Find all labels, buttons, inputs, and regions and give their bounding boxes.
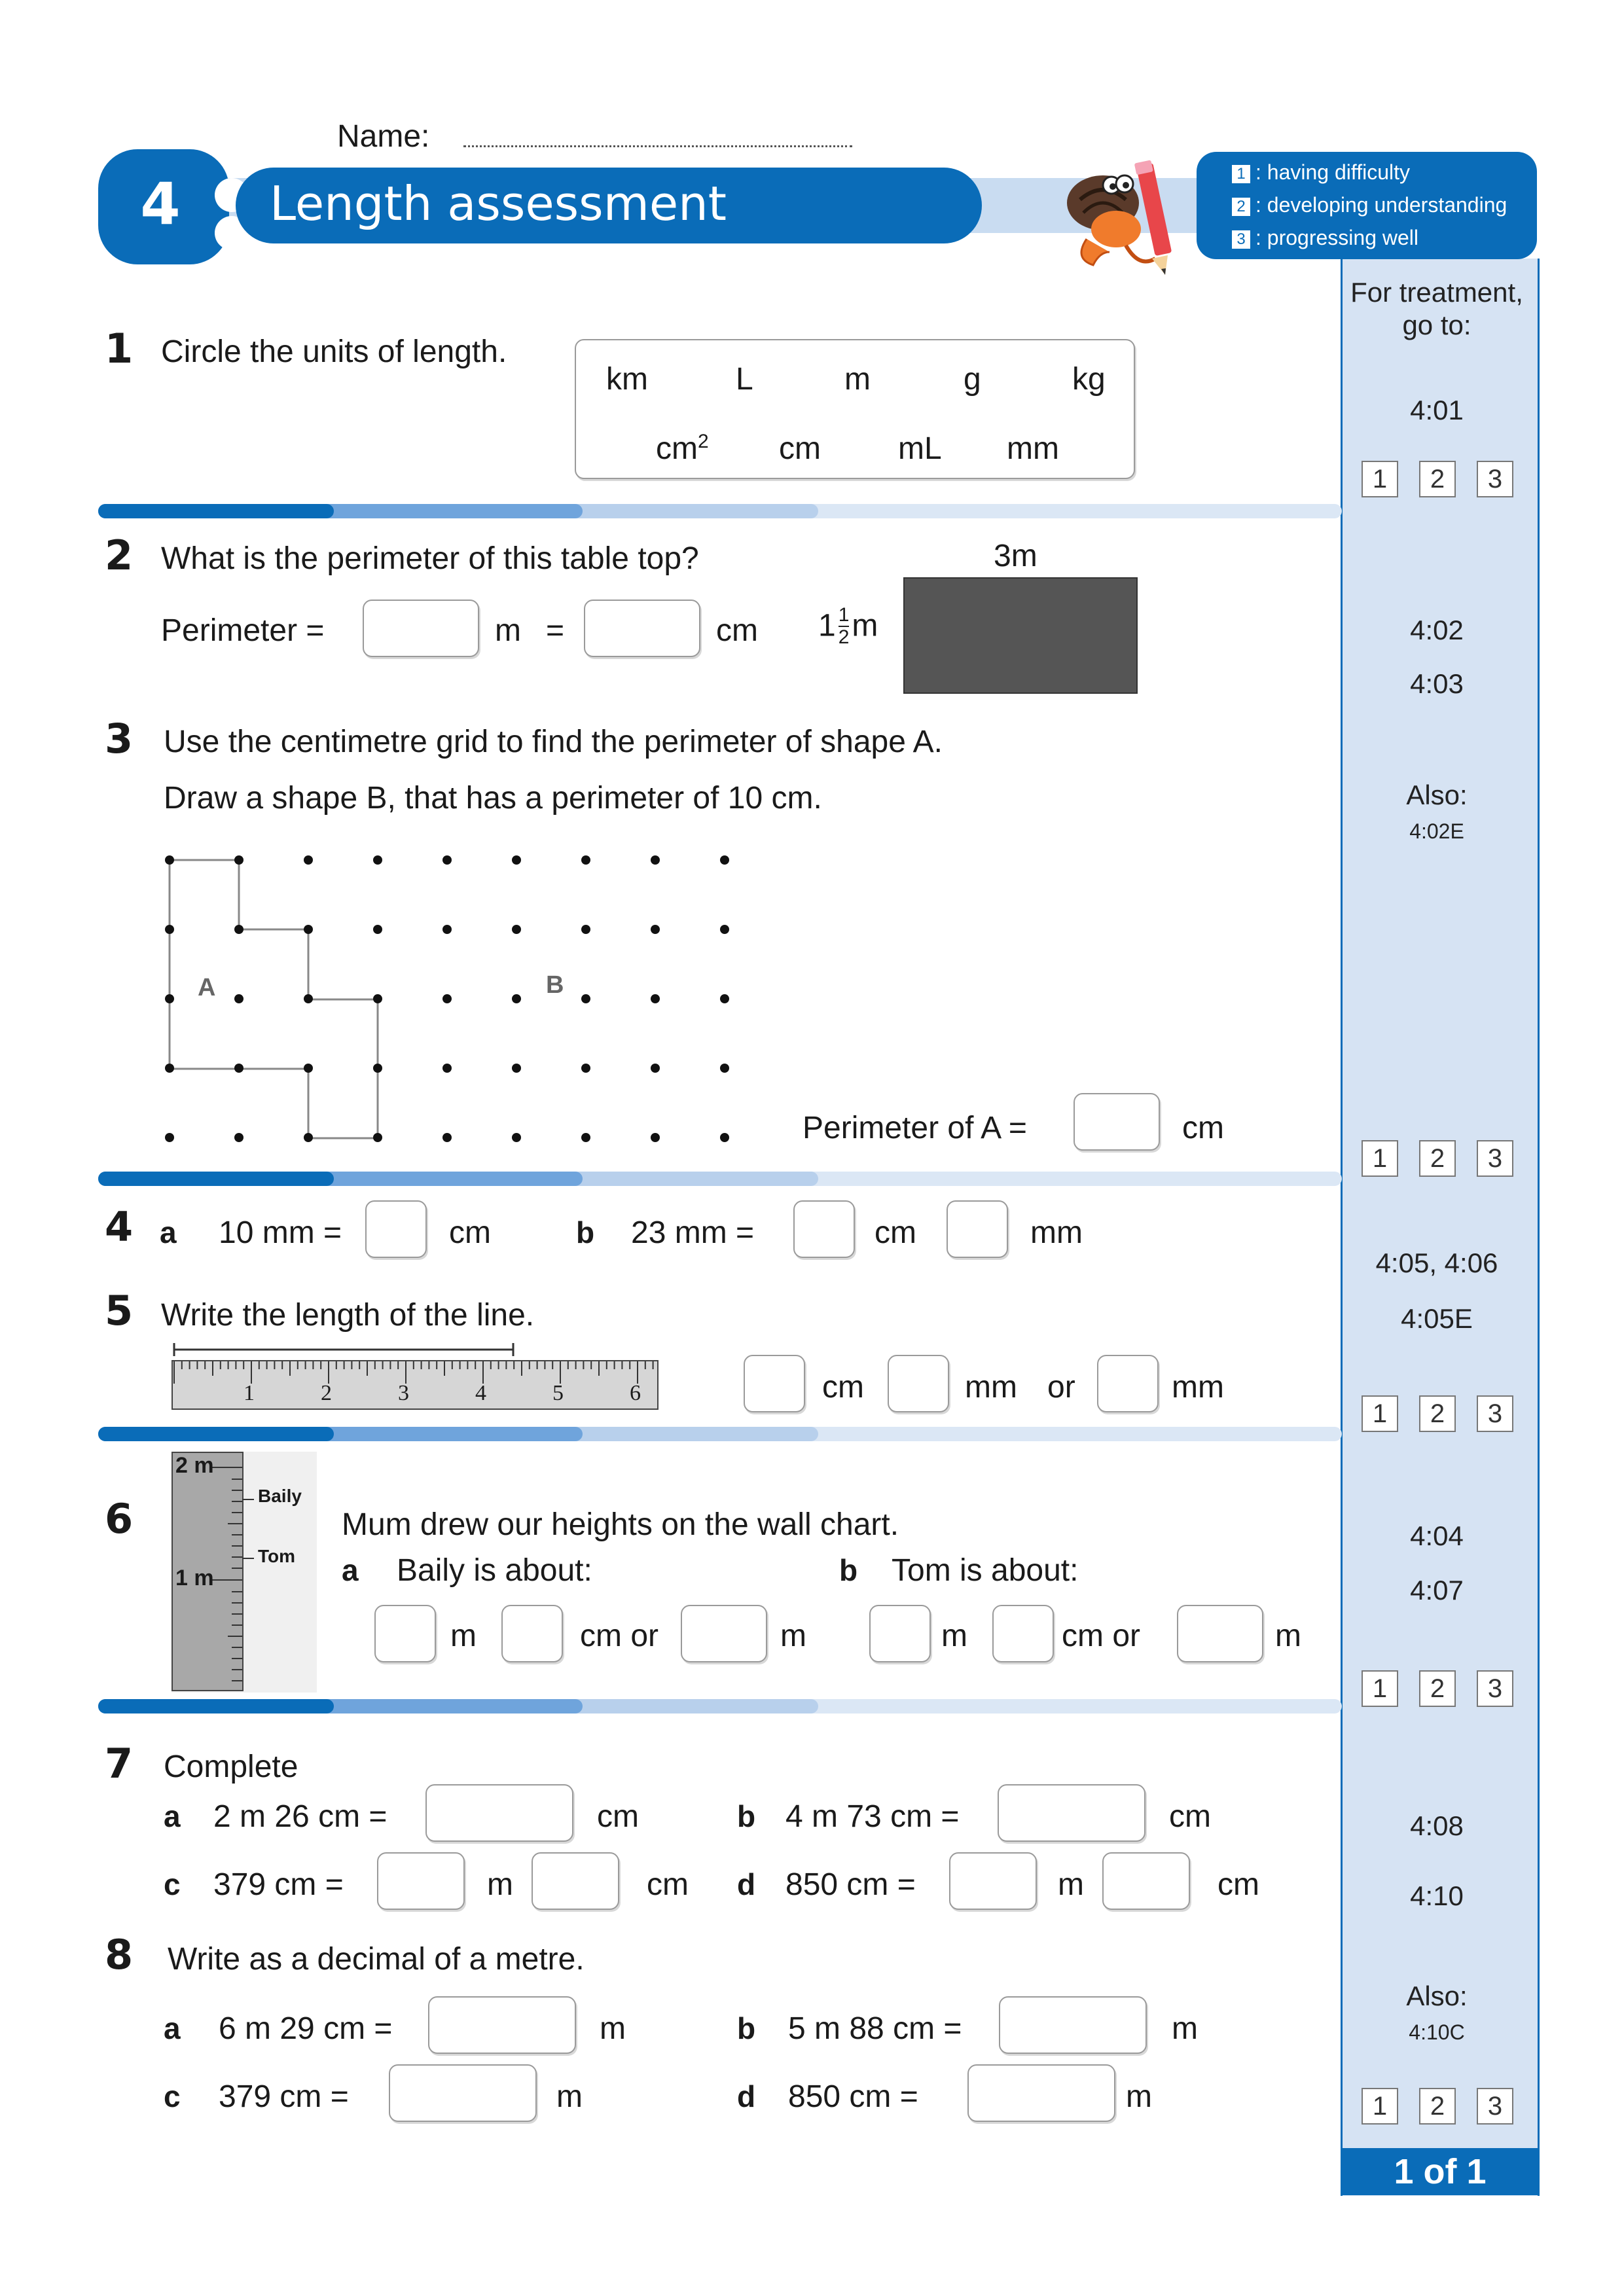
or-text: or: [1047, 1370, 1075, 1405]
question-number: 1: [105, 325, 134, 372]
grid-dot: [165, 1064, 174, 1073]
question-number: 5: [105, 1287, 134, 1335]
sidebar-code: 4:04: [1410, 1520, 1464, 1551]
grid-dot: [512, 925, 521, 934]
unit-text: cm: [597, 1799, 639, 1834]
section-divider: [98, 1172, 1342, 1186]
grid-dot: [581, 994, 590, 1003]
question-number: 6: [105, 1495, 134, 1543]
grid-dot: [234, 925, 244, 934]
ruler-number: 4: [475, 1381, 486, 1405]
sidebar-code: 4:05E: [1401, 1303, 1473, 1334]
unit-option[interactable]: mm: [1007, 431, 1059, 466]
grid-dot: [304, 925, 313, 934]
chart-2m-label: 2 m: [175, 1453, 214, 1478]
unit-text: cm: [822, 1370, 864, 1405]
question-prompt: Mum drew our heights on the wall chart.: [342, 1507, 899, 1542]
question-prompt: Draw a shape B, that has a perimeter of 10 cm.: [164, 781, 822, 816]
rating-box-2[interactable]: 2: [1419, 1140, 1456, 1177]
rating-box-1[interactable]: 1: [1362, 2088, 1398, 2125]
question-number: 7: [105, 1740, 134, 1787]
part-label: a: [342, 1553, 359, 1587]
page-title: Length assessment: [270, 176, 727, 231]
part-label: a: [164, 2011, 181, 2045]
question-prompt: Circle the units of length.: [161, 334, 507, 369]
question-text: 850 cm =: [788, 2079, 918, 2114]
part-label: b: [737, 2011, 756, 2045]
page-counter: 1 of 1: [1341, 2148, 1540, 2195]
part-label: a: [160, 1215, 177, 1249]
unit-option[interactable]: g: [964, 362, 981, 397]
part-label: b: [839, 1553, 858, 1587]
grid-dot: [442, 855, 452, 865]
grid-dot: [651, 994, 660, 1003]
chart-1m-label: 1 m: [175, 1566, 214, 1590]
rating-key-item: 2 : developing understanding: [1232, 193, 1507, 217]
grid-dot: [651, 1133, 660, 1142]
grid-dot: [373, 1133, 382, 1142]
grid-dot: [651, 1064, 660, 1073]
unit-option[interactable]: $cm^2$: [656, 431, 709, 466]
sidebar-code: 4:08: [1410, 1810, 1464, 1841]
grid-dot: [512, 1064, 521, 1073]
rating-box-1[interactable]: 1: [1362, 1395, 1398, 1432]
table-height-label: 1 $\frac{1}{2}$ m: [818, 604, 878, 648]
question-number: 3: [105, 715, 134, 762]
answer-box[interactable]: [363, 600, 479, 657]
answer-box[interactable]: [992, 1605, 1054, 1662]
grid-dot: [165, 925, 174, 934]
grid-dot: [234, 855, 244, 865]
part-label: d: [737, 2079, 756, 2113]
question-text: 23 mm =: [631, 1215, 755, 1250]
grid-dot: [442, 1064, 452, 1073]
sidebar-also: Also:: [1406, 780, 1468, 810]
unit-text: cm: [449, 1215, 491, 1250]
rating-box-2[interactable]: 2: [1419, 461, 1456, 497]
unit-text: cm or: [1062, 1619, 1140, 1653]
grid-dot: [304, 1064, 313, 1073]
answer-box[interactable]: [949, 1852, 1037, 1910]
grid-dot: [581, 925, 590, 934]
unit-text: cm: [1169, 1799, 1211, 1834]
ruler-number: 3: [398, 1381, 409, 1405]
section-divider: [98, 504, 1342, 518]
question-text: 2 m 26 cm =: [213, 1799, 388, 1834]
shape-a-label: A: [198, 974, 216, 1001]
unit-text: cm: [716, 613, 758, 648]
unit-text: cm or: [580, 1619, 659, 1653]
unit-text: mm: [1030, 1215, 1083, 1250]
unit-text: cm: [1182, 1111, 1224, 1145]
grid-dot: [512, 994, 521, 1003]
question-text: 4 m 73 cm =: [785, 1799, 960, 1834]
question-prompt: Write as a decimal of a metre.: [168, 1942, 585, 1977]
sidebar-code: 4:10: [1410, 1880, 1464, 1911]
unit-text: m: [556, 2079, 583, 2114]
grid-dot: [512, 855, 521, 865]
table-top-rectangle: [903, 577, 1138, 694]
rating-box-3[interactable]: 3: [1477, 1670, 1513, 1707]
unit-option[interactable]: m: [844, 362, 871, 397]
grid-dot: [373, 1064, 382, 1073]
unit-text: m: [600, 2011, 626, 2046]
rating-box-1[interactable]: 1: [1362, 1670, 1398, 1707]
question-number: 4: [105, 1203, 134, 1251]
answer-box[interactable]: [377, 1852, 465, 1910]
answer-box[interactable]: [999, 1996, 1147, 2054]
unit-text: cm: [875, 1215, 916, 1250]
answer-box[interactable]: [428, 1996, 576, 2054]
grid-dot: [304, 1133, 313, 1142]
answer-box[interactable]: [947, 1200, 1008, 1258]
sidebar-code: 4:05, 4:06: [1375, 1247, 1498, 1278]
section-divider: [98, 1427, 1342, 1441]
grid-dot: [373, 994, 382, 1003]
grid-dot: [512, 1133, 521, 1142]
grid-dot: [165, 994, 174, 1003]
unit-text: m: [1172, 2011, 1198, 2046]
rating-box-2[interactable]: 2: [1419, 2088, 1456, 2125]
question-number: 8: [105, 1931, 134, 1979]
answer-box[interactable]: [998, 1784, 1146, 1842]
question-prompt: Write the length of the line.: [161, 1298, 535, 1333]
measured-line: [173, 1343, 514, 1356]
answer-box[interactable]: [888, 1355, 949, 1412]
grid-dot: [720, 1133, 729, 1142]
dot-grid[interactable]: [154, 847, 744, 1155]
question-prompt: Complete: [164, 1749, 298, 1784]
unit-text: m: [487, 1867, 513, 1902]
grid-dot: [304, 994, 313, 1003]
grid-dot: [720, 1064, 729, 1073]
question-text: 379 cm =: [219, 2079, 349, 2114]
unit-text: mm: [965, 1370, 1017, 1405]
name-field[interactable]: [463, 145, 852, 147]
unit-option[interactable]: L: [736, 362, 753, 397]
unit-option[interactable]: mL: [898, 431, 942, 466]
question-prompt: What is the perimeter of this table top?: [161, 541, 699, 576]
answer-box[interactable]: [967, 2064, 1115, 2122]
unit-option[interactable]: km: [606, 362, 648, 397]
unit-text: m: [1126, 2079, 1152, 2114]
grid-dot: [304, 855, 313, 865]
grid-dot: [581, 1064, 590, 1073]
grid-dot: [720, 855, 729, 865]
unit-text: m: [941, 1619, 967, 1653]
answer-box[interactable]: [1102, 1852, 1190, 1910]
part-label: b: [576, 1215, 595, 1249]
shape-b-label: B: [546, 971, 564, 999]
unit-text: m: [495, 613, 521, 648]
answer-box[interactable]: [584, 600, 700, 657]
grid-dot: [720, 925, 729, 934]
answer-box[interactable]: [389, 2064, 537, 2122]
answer-box[interactable]: [744, 1355, 805, 1412]
question-number: 2: [105, 531, 134, 579]
question-text: 10 mm =: [219, 1215, 342, 1250]
sidebar-code: 4:02: [1410, 615, 1464, 645]
answer-box[interactable]: [365, 1200, 427, 1258]
rating-box-3[interactable]: 3: [1477, 1140, 1513, 1177]
table-width-label: 3m: [994, 539, 1038, 573]
part-label: c: [164, 1867, 181, 1901]
grid-dot: [234, 1064, 244, 1073]
unit-text: m: [450, 1619, 477, 1653]
ruler-number: 1: [244, 1381, 255, 1405]
part-label: b: [737, 1799, 756, 1833]
answer-box[interactable]: [681, 1605, 767, 1662]
question-text: 850 cm =: [785, 1867, 916, 1902]
perimeter-a-label: Perimeter of A =: [803, 1111, 1027, 1145]
ruler-number: 2: [321, 1381, 332, 1405]
answer-box[interactable]: [532, 1852, 619, 1910]
grid-dot: [442, 994, 452, 1003]
sidebar-code: 4:02E: [1409, 819, 1464, 843]
question-text: Baily is about:: [397, 1553, 592, 1588]
grid-dot: [581, 855, 590, 865]
tom-label: Tom: [258, 1546, 296, 1566]
unit-option[interactable]: kg: [1072, 362, 1106, 397]
baily-marker: [242, 1499, 254, 1500]
unit-text: m: [1275, 1619, 1301, 1653]
rating-box-3[interactable]: 3: [1477, 461, 1513, 497]
rating-key-item: 3 : progressing well: [1232, 226, 1418, 250]
part-label: d: [737, 1867, 756, 1901]
answer-box[interactable]: [425, 1784, 573, 1842]
grid-dot: [581, 1133, 590, 1142]
question-text: 379 cm =: [213, 1867, 344, 1902]
unit-text: cm: [647, 1867, 689, 1902]
unit-text: cm: [1218, 1867, 1259, 1902]
grid-dot: [720, 994, 729, 1003]
answer-box[interactable]: [1097, 1355, 1159, 1412]
grid-dot: [234, 994, 244, 1003]
unit-number: 4: [140, 170, 181, 238]
part-label: a: [164, 1799, 181, 1833]
grid-dot: [651, 925, 660, 934]
section-divider: [98, 1699, 1342, 1713]
answer-box[interactable]: [1177, 1605, 1263, 1662]
rating-box-3[interactable]: 3: [1477, 1395, 1513, 1432]
question-text: Tom is about:: [892, 1553, 1079, 1588]
sidebar-code: 4:01: [1410, 395, 1464, 425]
sidebar-code: 4:07: [1410, 1575, 1464, 1605]
question-text: 6 m 29 cm =: [219, 2011, 393, 2046]
sidebar-code: 4:03: [1410, 668, 1464, 699]
rating-box-1[interactable]: 1: [1362, 461, 1398, 497]
treatment-label: For treatment, go to:: [1350, 277, 1523, 341]
grid-dot: [651, 855, 660, 865]
question-text: 5 m 88 cm =: [788, 2011, 962, 2046]
rating-box-3[interactable]: 3: [1477, 2088, 1513, 2125]
part-label: c: [164, 2079, 181, 2113]
perimeter-label: Perimeter =: [161, 613, 325, 648]
rating-box-2[interactable]: 2: [1419, 1670, 1456, 1707]
grid-dot: [442, 925, 452, 934]
ruler-number: 5: [552, 1381, 564, 1405]
grid-dot: [234, 1133, 244, 1142]
rating-box-1[interactable]: 1: [1362, 1140, 1398, 1177]
answer-box[interactable]: [374, 1605, 436, 1662]
rating-key-item: 1 : having difficulty: [1232, 160, 1410, 185]
grid-dot: [442, 1133, 452, 1142]
grid-dot: [165, 1133, 174, 1142]
tom-marker: [242, 1558, 254, 1559]
answer-box[interactable]: [793, 1200, 855, 1258]
grid-dot: [165, 855, 174, 865]
sidebar-code: 4:10C: [1409, 2020, 1465, 2044]
sidebar-also: Also:: [1406, 1981, 1468, 2011]
unit-text: m: [1058, 1867, 1084, 1902]
grid-dot: [373, 855, 382, 865]
question-prompt: Use the centimetre grid to find the perimeter of shape A.: [164, 725, 943, 759]
baily-label: Baily: [258, 1486, 302, 1506]
rating-box-2[interactable]: 2: [1419, 1395, 1456, 1432]
answer-box[interactable]: [1074, 1093, 1160, 1151]
unit-text: m: [780, 1619, 806, 1653]
hermit-crab-with-pencil-icon: [1047, 154, 1198, 278]
equals-sign: =: [546, 613, 565, 648]
ruler-number: 6: [630, 1381, 641, 1405]
unit-option[interactable]: cm: [779, 431, 821, 466]
name-label: Name:: [337, 119, 430, 154]
grid-dot: [373, 925, 382, 934]
answer-box[interactable]: [869, 1605, 931, 1662]
answer-box[interactable]: [501, 1605, 563, 1662]
unit-text: mm: [1172, 1370, 1224, 1405]
